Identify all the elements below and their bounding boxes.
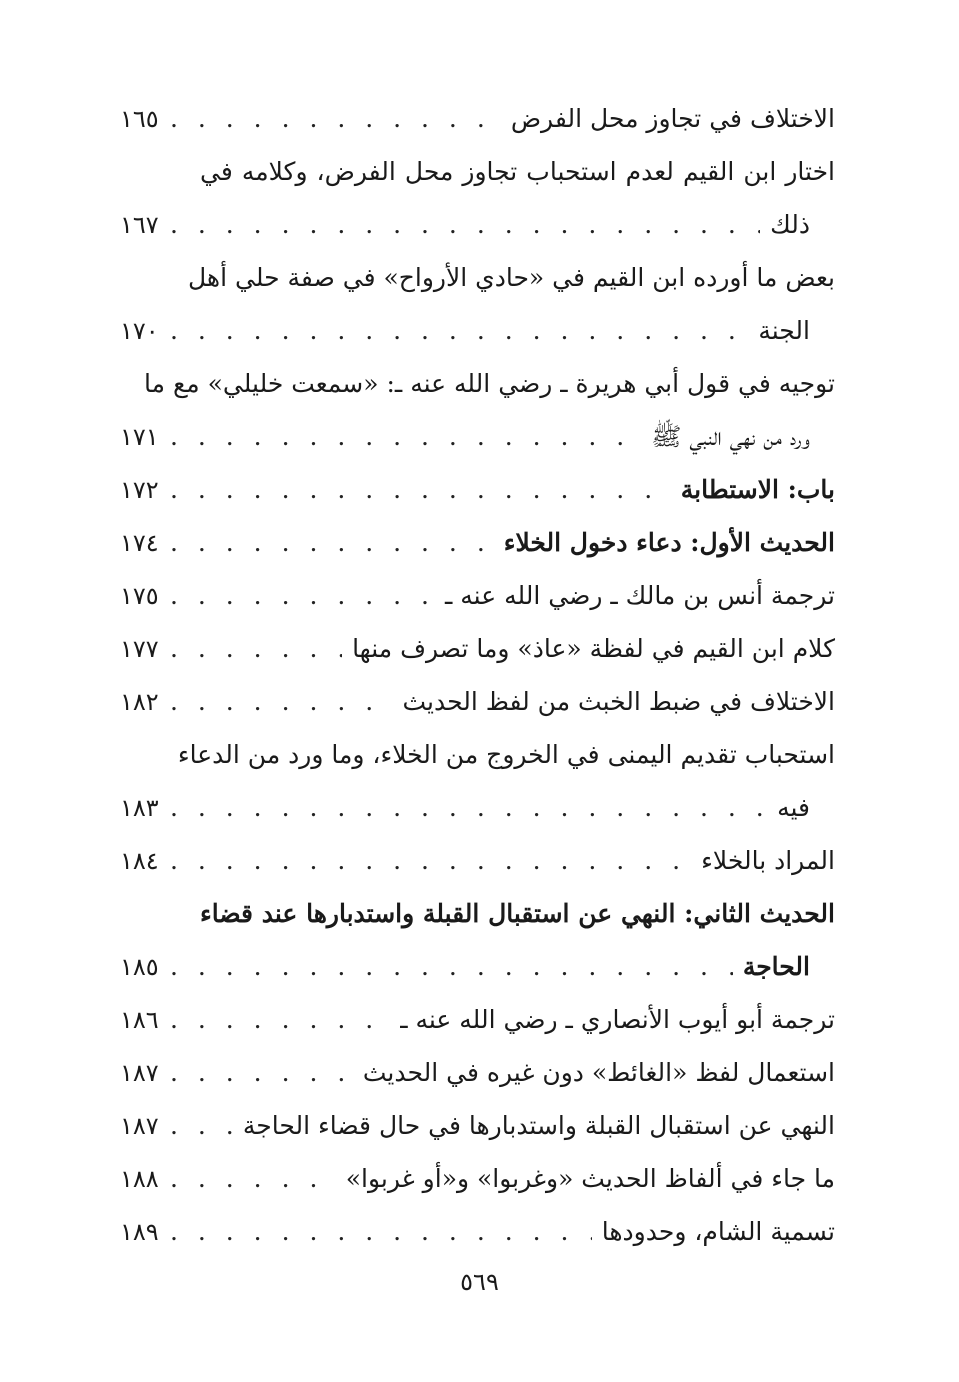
toc-entry-page: ١٨٩ xyxy=(120,1218,159,1246)
dot-leader xyxy=(170,304,748,357)
toc-entry-page: ١٨٨ xyxy=(120,1165,159,1193)
toc-entry-page: ١٦٥ xyxy=(120,105,159,133)
toc-entry-page: ١٨٣ xyxy=(120,794,159,822)
toc-entry xyxy=(120,993,835,1046)
page-number: ٥٦٩ xyxy=(460,1268,499,1296)
toc-entry xyxy=(120,145,835,251)
toc-entry-title: استعمال لفظ «الغائط» دون غيره في الحديث xyxy=(362,1058,835,1087)
toc-entry-title: الاختلاف في تجاوز محل الفرض xyxy=(510,104,835,133)
toc-entry xyxy=(120,1205,835,1258)
toc-entry xyxy=(120,92,835,145)
toc-entry xyxy=(120,569,835,622)
toc-entry xyxy=(120,728,835,834)
toc-entry xyxy=(120,622,835,675)
dot-leader xyxy=(170,1099,233,1152)
dot-leader xyxy=(170,993,390,1046)
toc-entry xyxy=(120,834,835,887)
dot-leader xyxy=(170,463,671,516)
toc-entry-chapter xyxy=(120,463,835,516)
toc-entry-title-continuation: الحاجة xyxy=(742,952,810,981)
toc-entry-hadith xyxy=(120,516,835,569)
toc-entry-page: ١٧٠ xyxy=(120,317,159,345)
toc-entry-page: ١٧١ xyxy=(120,423,159,451)
toc-entry-title: ترجمة أنس بن مالك ـ رضي الله عنه ـ xyxy=(445,581,835,610)
dot-leader xyxy=(170,92,501,145)
toc-entry xyxy=(120,251,835,357)
toc-entry-title: ترجمة أبو أيوب الأنصاري ـ رضي الله عنه ـ xyxy=(400,1005,835,1034)
toc-entry-title: كلام ابن القيم في لفظة «عاذ» وما تصرف منها xyxy=(352,634,835,663)
toc-entry-page: ١٨٧ xyxy=(120,1112,159,1140)
toc-entry xyxy=(120,1099,835,1152)
toc-entry-title: الحديث الثاني: النهي عن استقبال القبلة واستدبارها عند قضاء xyxy=(200,899,835,928)
toc-entry-title: النهي عن استقبال القبلة واستدبارها في حال قضاء الحاجة xyxy=(242,1111,835,1140)
dot-leader xyxy=(170,516,494,569)
toc-entry xyxy=(120,357,835,463)
toc-entry-page: ١٨٧ xyxy=(120,1059,159,1087)
dot-leader xyxy=(170,1152,336,1205)
dot-leader xyxy=(170,569,435,622)
toc-entry-page: ١٦٧ xyxy=(120,211,159,239)
toc-entry-title: توجيه في قول أبي هريرة ـ رضي الله عنه ـ: «سمعت خليلي» مع ما xyxy=(144,369,835,398)
toc-entry-page: ١٧٧ xyxy=(120,635,159,663)
toc-entry xyxy=(120,1152,835,1205)
table-of-contents xyxy=(120,92,835,1258)
toc-entry-title: الاختلاف في ضبط الخبث من لفظ الحديث xyxy=(402,687,835,716)
dot-leader xyxy=(170,1046,353,1099)
dot-leader xyxy=(170,675,392,728)
dot-leader xyxy=(170,198,760,251)
toc-entry-page: ١٨٥ xyxy=(120,953,159,981)
toc-entry-title: ما جاء في ألفاظ الحديث «وغربوا» و«أو غربوا» xyxy=(345,1164,835,1193)
toc-entry-page: ١٧٢ xyxy=(120,476,159,504)
toc-entry-page: ١٨٦ xyxy=(120,1006,159,1034)
dot-leader xyxy=(170,781,767,834)
toc-entry-title: استحباب تقديم اليمنى في الخروج من الخلاء، وما ورد من الدعاء xyxy=(177,740,835,769)
toc-entry-title: بعض ما أورده ابن القيم في «حادي الأرواح» في صفة حلي أهل xyxy=(188,263,835,292)
toc-entry-title: اختار ابن القيم لعدم استحباب تجاوز محل الفرض، وكلامه في xyxy=(200,157,835,186)
toc-entry-page: ١٨٤ xyxy=(120,847,159,875)
toc-entry xyxy=(120,675,835,728)
toc-entry-title-continuation: ورد من نهي النبي ﷺ xyxy=(651,422,810,451)
toc-entry xyxy=(120,1046,835,1099)
toc-entry-title-continuation: فيه xyxy=(777,793,810,822)
dot-leader xyxy=(170,410,641,463)
dot-leader xyxy=(170,622,342,675)
toc-entry-title: تسمية الشام، وحدودها xyxy=(601,1217,835,1246)
dot-leader xyxy=(170,1205,592,1258)
toc-entry-hadith xyxy=(120,887,835,993)
toc-entry-page: ١٧٤ xyxy=(120,529,159,557)
toc-entry-title-continuation: ذلك xyxy=(770,210,810,239)
toc-entry-title-continuation: الجنة xyxy=(758,316,810,345)
dot-leader xyxy=(170,834,691,887)
toc-entry-title: الحديث الأول: دعاء دخول الخلاء xyxy=(503,528,835,557)
toc-entry-page: ١٧٥ xyxy=(120,582,159,610)
dot-leader xyxy=(170,940,733,993)
toc-entry-page: ١٨٢ xyxy=(120,688,159,716)
toc-entry-title: المراد بالخلاء xyxy=(701,846,835,875)
toc-entry-title: باب: الاستطابة xyxy=(680,475,835,504)
